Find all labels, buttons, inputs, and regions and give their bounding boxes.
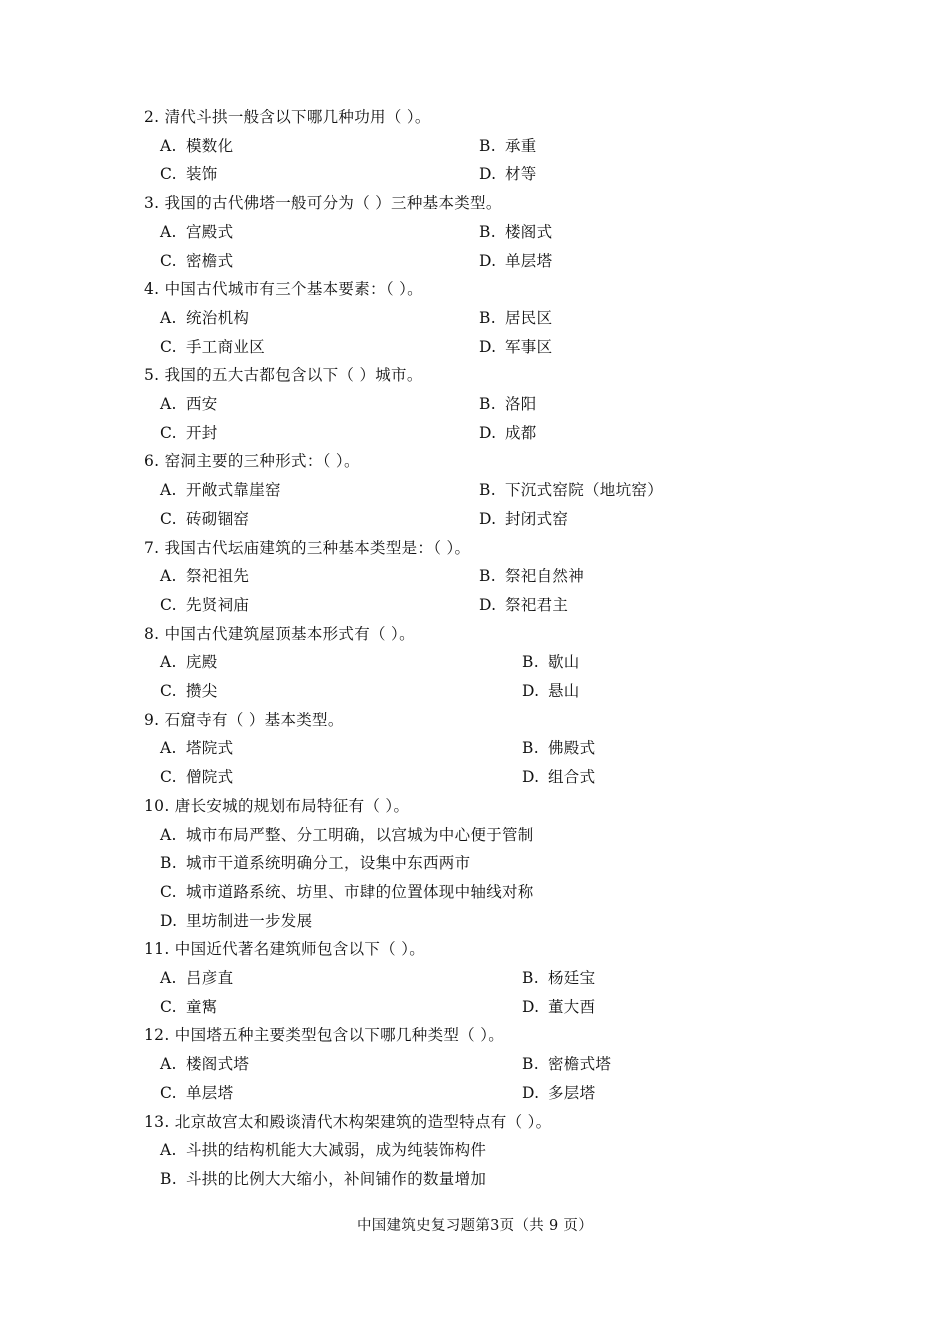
- option-letter: A.: [160, 1055, 177, 1074]
- answer-option: [522, 1083, 595, 1103]
- option-text: 西安: [186, 395, 218, 413]
- option-letter: A.: [160, 308, 177, 327]
- answer-option: [160, 882, 534, 902]
- option-letter: C.: [160, 423, 177, 442]
- option-letter: C.: [160, 509, 177, 528]
- option-text: 组合式: [548, 768, 596, 787]
- question-stem: 8. 中国古代建筑屋顶基本形式有（ ）。: [144, 624, 415, 643]
- option-text: 手工商业区: [186, 337, 266, 356]
- option-text: 攒尖: [186, 682, 218, 700]
- answer-option: [160, 337, 265, 357]
- answer-option: [160, 681, 218, 701]
- option-letter: A.: [160, 739, 177, 758]
- answer-option: [160, 308, 249, 328]
- question-stem: 10. 唐长安城的规划布局特征有（ ）。: [144, 796, 410, 815]
- answer-option: [522, 681, 580, 701]
- option-text: 董大酉: [548, 997, 596, 1016]
- option-text: 楼阁式: [505, 222, 553, 241]
- page-footer: 中国建筑史复习题第3页（共 9 页）: [356, 1218, 594, 1234]
- question-stem: 7. 我国古代坛庙建筑的三种基本类型是：（ ）。: [144, 538, 471, 557]
- option-text: 佛殿式: [548, 739, 596, 758]
- option-letter: B.: [479, 395, 496, 413]
- option-letter: C.: [160, 251, 177, 270]
- option-letter: B.: [522, 653, 539, 672]
- option-text: 僧院式: [186, 768, 234, 787]
- option-text: 歇山: [548, 653, 580, 672]
- answer-option: [160, 480, 281, 500]
- answer-option: [479, 337, 552, 357]
- option-text: 砖砌锢窑: [186, 509, 250, 528]
- answer-option: [479, 222, 552, 242]
- option-letter: D.: [479, 509, 497, 528]
- option-letter: A.: [160, 969, 177, 987]
- option-letter: A.: [160, 567, 177, 586]
- option-text: 居民区: [505, 308, 553, 327]
- question-stem: 12. 中国塔五种主要类型包含以下哪几种类型（ ）。: [144, 1026, 505, 1045]
- answer-option: [522, 968, 595, 988]
- option-text: 材等: [505, 165, 537, 184]
- option-text: 祭祀祖先: [186, 567, 250, 586]
- option-text: 吕彦直: [186, 969, 234, 987]
- answer-option: [160, 652, 218, 672]
- answer-option: [479, 509, 568, 529]
- option-letter: A.: [160, 1141, 177, 1160]
- option-text: 楼阁式塔: [186, 1055, 250, 1074]
- option-text: 里坊制进一步发展: [186, 911, 313, 930]
- option-text: 成都: [505, 423, 537, 442]
- option-text: 城市干道系统明确分工，设集中东西两市: [186, 854, 471, 873]
- option-text: 开封: [186, 423, 218, 442]
- option-letter: C.: [160, 1083, 177, 1102]
- option-letter: B.: [479, 481, 496, 500]
- option-text: 统治机构: [186, 308, 250, 327]
- answer-option: [160, 1054, 249, 1074]
- option-letter: B.: [522, 969, 539, 987]
- option-letter: D.: [160, 911, 178, 930]
- option-letter: B.: [479, 136, 496, 155]
- option-letter: C.: [160, 882, 177, 901]
- option-letter: A.: [160, 136, 177, 155]
- option-letter: B.: [522, 739, 539, 758]
- option-text: 斗拱的比例大大缩小，补间铺作的数量增加: [186, 1169, 487, 1188]
- question-stem: 9. 石窟寺有（ ）基本类型。: [144, 710, 344, 729]
- option-letter: B.: [160, 854, 177, 873]
- question-stem: 2. 清代斗拱一般含以下哪几种功用（ ）。: [144, 108, 431, 126]
- option-letter: D.: [479, 251, 497, 270]
- answer-option: [479, 566, 584, 586]
- option-text: 开敞式靠崖窑: [186, 481, 281, 500]
- answer-option: [522, 738, 595, 758]
- option-text: 装饰: [186, 165, 218, 184]
- option-text: 封闭式窑: [505, 509, 569, 528]
- answer-option: [522, 997, 595, 1017]
- answer-option: [522, 767, 595, 787]
- option-letter: D.: [522, 768, 540, 787]
- option-letter: C.: [160, 997, 177, 1016]
- question-stem: 4. 中国古代城市有三个基本要素：（ ）。: [144, 280, 423, 299]
- option-text: 先贤祠庙: [186, 595, 250, 614]
- option-letter: D.: [522, 1083, 540, 1102]
- option-text: 童寯: [186, 997, 218, 1016]
- option-text: 下沉式窑院（地坑窑）: [505, 481, 664, 500]
- question-stem: 6. 窑洞主要的三种形式：（ ）。: [144, 452, 360, 471]
- option-text: 祭祀自然神: [505, 567, 585, 586]
- answer-option: [479, 595, 568, 615]
- answer-option: [160, 509, 249, 529]
- option-text: 洛阳: [505, 395, 537, 413]
- option-letter: C.: [160, 165, 177, 184]
- option-letter: C.: [160, 682, 177, 700]
- option-letter: B.: [479, 222, 496, 241]
- answer-option: [160, 853, 470, 873]
- option-text: 城市道路系统、坊里、市肆的位置体现中轴线对称: [186, 882, 534, 901]
- answer-option: [522, 1054, 611, 1074]
- option-letter: D.: [479, 595, 497, 614]
- answer-option: [160, 222, 233, 242]
- answer-option: [160, 1140, 486, 1160]
- option-letter: D.: [479, 165, 497, 184]
- option-letter: D.: [479, 423, 497, 442]
- answer-option: [160, 767, 233, 787]
- option-letter: A.: [160, 825, 177, 844]
- option-text: 宫殿式: [186, 222, 234, 241]
- answer-option: [160, 136, 233, 156]
- option-text: 模数化: [186, 136, 234, 155]
- answer-option: [160, 251, 233, 271]
- option-text: 城市布局严整、分工明确，以宫城为中心便于管制: [186, 825, 534, 844]
- option-letter: B.: [160, 1169, 177, 1188]
- option-text: 密檐式: [186, 251, 234, 270]
- answer-option: [479, 308, 552, 328]
- option-text: 斗拱的结构机能大大减弱，成为纯装饰构件: [186, 1141, 487, 1160]
- question-stem: 5. 我国的五大古都包含以下（ ）城市。: [144, 366, 423, 385]
- option-letter: D.: [522, 997, 540, 1016]
- option-text: 单层塔: [505, 251, 553, 270]
- answer-option: [479, 480, 663, 500]
- option-letter: B.: [522, 1055, 539, 1074]
- answer-option: [160, 968, 233, 988]
- answer-option: [160, 1169, 486, 1189]
- answer-option: [160, 911, 312, 931]
- answer-option: [160, 825, 534, 845]
- answer-option: [160, 1083, 233, 1103]
- answer-option: [479, 394, 537, 414]
- answer-option: [479, 136, 537, 156]
- option-text: 悬山: [548, 682, 580, 700]
- option-letter: D.: [522, 682, 540, 700]
- answer-option: [160, 566, 249, 586]
- answer-option: [160, 595, 249, 615]
- option-letter: C.: [160, 768, 177, 787]
- option-letter: C.: [160, 337, 177, 356]
- option-letter: A.: [160, 222, 177, 241]
- option-text: 杨廷宝: [548, 969, 596, 987]
- option-text: 塔院式: [186, 739, 234, 758]
- answer-option: [160, 997, 218, 1017]
- option-text: 承重: [505, 136, 537, 155]
- option-text: 军事区: [505, 337, 553, 356]
- option-letter: A.: [160, 481, 177, 500]
- option-letter: A.: [160, 653, 177, 672]
- question-stem: 13. 北京故宫太和殿谈清代木构架建筑的造型特点有（ ）。: [144, 1112, 552, 1131]
- answer-option: [160, 738, 233, 758]
- option-text: 单层塔: [186, 1083, 234, 1102]
- option-letter: B.: [479, 308, 496, 327]
- option-letter: D.: [479, 337, 497, 356]
- option-text: 庑殿: [186, 653, 218, 672]
- question-stem: 3. 我国的古代佛塔一般可分为（ ）三种基本类型。: [144, 194, 502, 213]
- question-stem: 11. 中国近代著名建筑师包含以下（ ）。: [144, 940, 426, 959]
- answer-option: [479, 423, 537, 443]
- option-text: 密檐式塔: [548, 1055, 612, 1074]
- option-text: 多层塔: [548, 1083, 596, 1102]
- answer-option: [522, 652, 580, 672]
- answer-option: [479, 251, 552, 271]
- option-text: 祭祀君主: [505, 595, 569, 614]
- answer-option: [160, 164, 218, 184]
- answer-option: [479, 164, 537, 184]
- option-letter: B.: [479, 567, 496, 586]
- answer-option: [160, 394, 218, 414]
- option-letter: C.: [160, 595, 177, 614]
- option-letter: A.: [160, 395, 177, 413]
- answer-option: [160, 423, 218, 443]
